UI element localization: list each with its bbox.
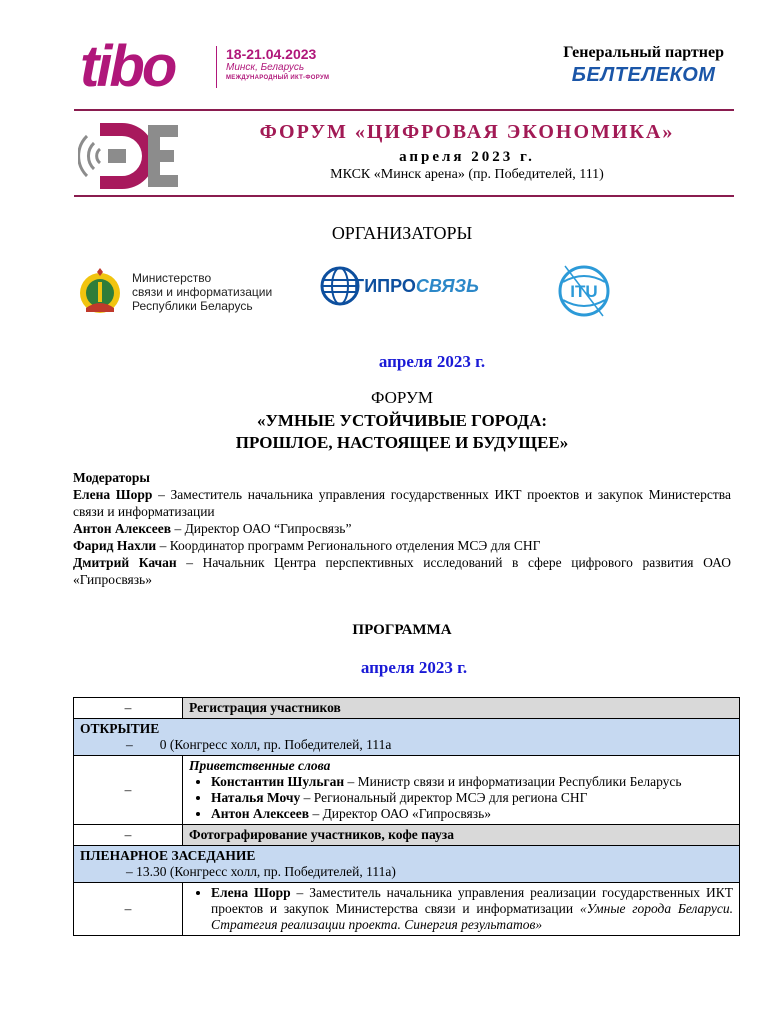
activity-cell [183,756,740,825]
event-label: ФОРУМ [370,388,434,407]
moderator-name: Елена Шорр [73,487,153,502]
section-time-venue: – 0 (Конгресс холл, пр. Победителей, 111а [126,737,392,752]
speaker-role: – Заместитель начальника управления реализации государственных ИКТ проектов и закупок Министерства связи и информатизации [211,885,733,916]
event-date: апреля 2023 г. [378,352,486,371]
tibo-logo: tibo [80,34,175,99]
speaker-list [189,774,733,822]
moderator-name: Антон Алексеев [73,521,172,536]
program-date: апреля 2023 г. [360,658,468,677]
speaker-role: – Региональный директор МСЭ для региона СНГ [300,790,588,805]
gipro-part-2: СВЯЗЬ [415,275,479,296]
time-cell: – [74,883,183,936]
table-row [74,825,740,846]
event-title [0,410,768,454]
gipro-part-1: ГИПРО [354,275,416,296]
speaker-role: – Министр связи и информатизации Республики Беларусь [344,774,682,789]
speaker-name: Елена Шорр [211,885,291,900]
list-item [211,774,733,790]
forum-date: апреля 2023 г. [399,149,535,165]
speaker-list [189,885,733,933]
forum-venue: МКСК «Минск арена» (пр. Победителей, 111) [330,167,604,182]
section-cell [74,719,740,756]
tibo-subtitle: МЕЖДУНАРОДНЫЙ ИКТ-ФОРУМ [226,75,330,81]
moderators-heading: Модераторы [73,470,150,485]
moderator-role: – Директор ОАО “Гипросвязь” [171,521,352,536]
list-item [211,806,733,822]
speaker-role: – Директор ОАО «Гипросвязь» [309,806,491,821]
table-row [74,883,740,936]
activity-cell [183,883,740,936]
moderator-item [73,520,731,537]
tibo-separator [216,46,217,88]
moderator-item [73,537,731,554]
tibo-info [226,46,329,83]
section-cell [74,846,740,883]
moderators [73,469,731,588]
moderator-name: Дмитрий Качан [73,555,177,570]
ministry-line-3: Республики Беларусь [132,299,253,313]
giprosvyaz-logo [320,266,479,306]
time-cell: – [74,698,183,719]
emblem-icon [76,268,124,316]
tibo-city: Минск, Беларусь [226,62,305,73]
section-title: ПЛЕНАРНОЕ ЗАСЕДАНИЕ [80,848,256,863]
moderator-item [73,486,731,520]
moderator-role: – Заместитель начальника управления государственных ИКТ проектов и закупок Министерства связи и информатизации [73,487,731,519]
activity-cell: Регистрация участников [183,698,740,719]
activity-heading: Приветственные слова [189,758,331,773]
section-row [74,719,740,756]
list-item [211,885,733,933]
ministry-line-2: связи и информатизации [132,285,273,299]
speech-topic: «Умные города Беларуси. Стратегия реализации проекта. Синергия результатов» [211,901,733,932]
section-title: ОТКРЫТИЕ [80,721,160,736]
moderator-role: – Координатор программ Регионального отделения МСЭ для СНГ [156,538,541,553]
ministry-line-1: Министерство [132,271,212,285]
moderator-name: Фарид Нахли [73,538,157,553]
speaker-name: Константин Шульган [211,774,345,789]
program-table [73,697,740,936]
speaker-name: Антон Алексеев [211,806,310,821]
general-partner [563,44,724,87]
table-row [74,698,740,719]
table-row [74,756,740,825]
header-divider-bottom [74,195,734,197]
partner-label: Генеральный партнер [563,44,724,61]
giprosvyaz-name [354,276,479,297]
forum-title: ФОРУМ «ЦИФРОВАЯ ЭКОНОМИКА» [259,121,675,143]
header-divider-top [74,109,734,111]
moderator-item [73,554,731,588]
program-title: ПРОГРАММА [352,622,452,638]
time-cell: – [74,825,183,846]
itu-logo [553,260,615,322]
organizers-title: ОРГАНИЗАТОРЫ [331,223,473,243]
event-title-line-1: «УМНЫЕ УСТОЙЧИВЫЕ ГОРОДА: [256,411,548,430]
ministry-name [132,271,272,313]
moderator-role: – Начальник Центра перспективных исследований в сфере цифрового развития ОАО «Гипросвязь» [73,555,731,587]
event-title-line-2: ПРОШЛОЕ, НАСТОЯЩЕЕ И БУДУЩЕЕ» [235,433,569,452]
partner-name: БЕЛТЕЛЕКОМ [571,64,716,86]
digital-economy-logo [78,121,182,191]
activity-cell: Фотографирование участников, кофе пауза [183,825,740,846]
ministry-logo [76,268,272,316]
section-row [74,846,740,883]
list-item [211,790,733,806]
tibo-dates: 18-21.04.2023 [226,46,317,62]
section-time-venue: – 13.30 (Конгресс холл, пр. Победителей, 111а) [126,864,396,879]
speaker-name: Наталья Мочу [211,790,301,805]
itu-text: ITU [570,282,598,301]
time-cell: – [74,756,183,825]
